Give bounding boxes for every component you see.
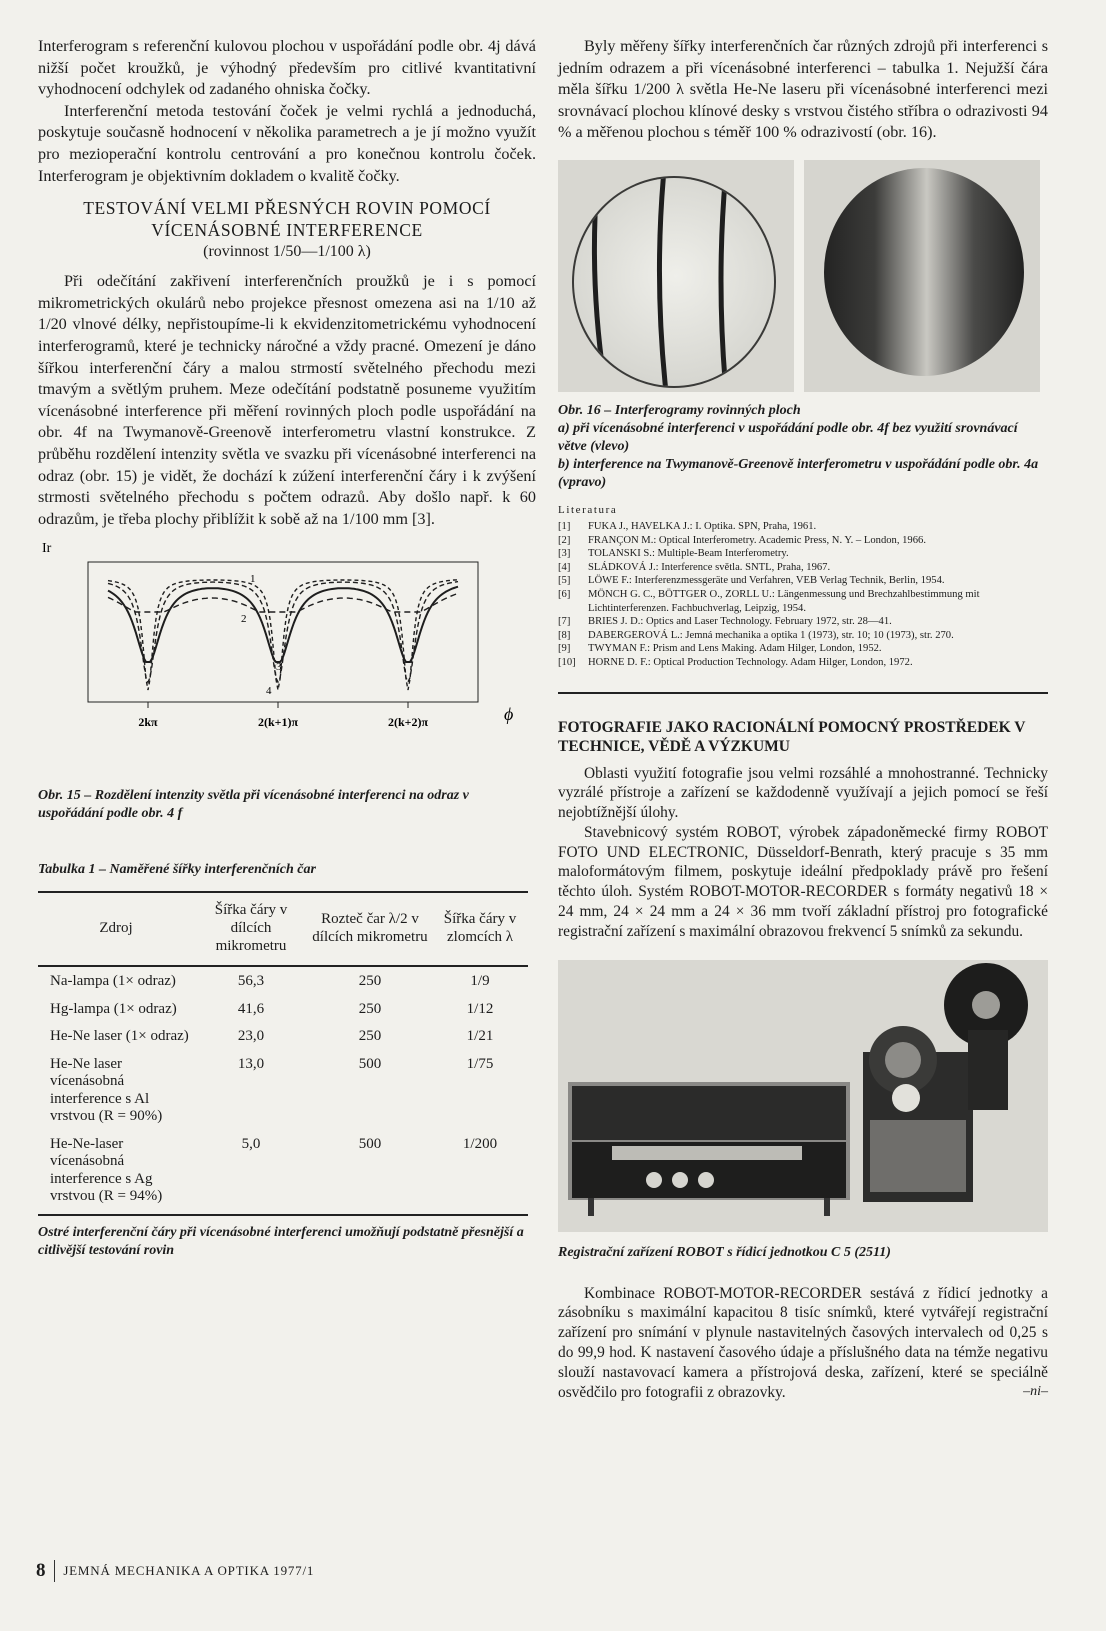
table-cell-spacing: 500 bbox=[358, 1055, 382, 1072]
reference-item bbox=[558, 534, 1048, 548]
chart-tick-label: 2(k+2)π bbox=[387, 715, 429, 730]
table-cell-width: 13,0 bbox=[237, 1055, 265, 1072]
table-header: Zdroj bbox=[99, 920, 133, 937]
robot-recorder-image bbox=[558, 960, 1048, 1232]
table-caption: Tabulka 1 – Naměřené šířky interferenčních čar bbox=[38, 862, 316, 878]
table-row bbox=[38, 1022, 528, 1050]
section-heading-line: VÍCENÁSOBNÉ INTERFERENCE bbox=[151, 220, 423, 241]
intensity-chart-svg bbox=[38, 542, 536, 777]
chart-tick-label: 2kπ bbox=[138, 715, 158, 730]
chart-curve-label: 4 bbox=[266, 685, 272, 698]
table-cell-fraction: 1/9 bbox=[470, 973, 490, 990]
table-note: Ostré interferenční čáry při vícenásobné interferenci umožňují podstatně přesnější a citlivější testování rovin bbox=[38, 1224, 524, 1258]
intensity-chart bbox=[38, 542, 536, 777]
interferogram-photo-a bbox=[558, 160, 794, 392]
page-footer bbox=[36, 1560, 314, 1582]
paragraph: Oblasti využití fotografie jsou velmi rozsáhlé a mnohostranné. Technicky vyzrálé přístroje a zařízení se každodenně využívají a jejich pomocí se řeší nejobtížnější úlohy. bbox=[558, 764, 1048, 822]
references-heading: Literatura bbox=[558, 503, 618, 516]
reference-number: [1] bbox=[558, 520, 571, 532]
figure-caption bbox=[558, 402, 1048, 492]
reference-text: FUKA J., HAVELKA J.: I. Optika. SPN, Praha, 1961. bbox=[588, 520, 817, 532]
table-row bbox=[38, 1130, 528, 1215]
chart-series-line bbox=[108, 594, 458, 613]
reference-number: [9] bbox=[558, 643, 571, 655]
table-row bbox=[38, 995, 528, 1023]
table-cell-width: 23,0 bbox=[237, 1028, 265, 1045]
figure-caption: Obr. 15 – Rozdělení intenzity světla při vícenásobné interferenci na odraz v uspořádání podle obr. 4 f bbox=[38, 788, 469, 822]
paragraph: Interferogram s referenční kulovou plochou v uspořádání podle obr. 4j dává nižší počet kroužků, je výhodný především pro citlivé kvantitativní vyhodnocení odchylek od zadaného ohniska čočky. bbox=[38, 37, 536, 99]
table-cell-spacing: 500 bbox=[358, 1135, 382, 1152]
table-header: Rozteč čar λ/2 v dílcích mikrometru bbox=[312, 911, 428, 946]
reference-item bbox=[558, 629, 1048, 643]
table-cell-spacing: 250 bbox=[358, 1000, 382, 1017]
measurement-table bbox=[38, 891, 528, 1216]
reference-item bbox=[558, 588, 1048, 615]
reference-number: [10] bbox=[558, 656, 576, 668]
paragraph: Při odečítání zakřivení interferenčních proužků je i s pomocí mikrometrických okulárů nebo projekce přesnost omezena asi na 1/10 až 1/20 vlnové délky, nepřistoupíme-li k ekvidenzitometrickému vyhodnocení interferogramů, které je technicky náročné a vždy pracné. Omezení je dáno šířkou interferenční čáry a malou strmostí světelného přechodu mezi tmavým a světlým pruhem. Meze odečítání podstatně posuneme využitím vícenásobné interference při měření rovinných ploch podle uspořádání na obr. 4f na Twymanově-Greenově interferometru vlastní konstrukce. Z průběhu rozdělení intenzity světla ve svazku při vícenásobné interferenci na odraz (obr. 15) je vidět, že dochází k zúžení interferenční čáry i k zvýšení strmosti světelného přechodu s počtem odrazů. Aby došlo např. k 60 odrazům, je třeba plochy přiblížit k sobě až na 1/100 mm [3]. bbox=[38, 272, 536, 528]
chart-curve-label: 2 bbox=[241, 613, 247, 626]
table-cell-fraction: 1/21 bbox=[466, 1028, 494, 1045]
footer-divider bbox=[54, 1560, 55, 1582]
chart-x-label: ϕ bbox=[504, 704, 514, 725]
reference-number: [2] bbox=[558, 534, 571, 546]
table-cell-spacing: 250 bbox=[358, 973, 382, 990]
reference-number: [5] bbox=[558, 575, 571, 587]
table-cell-width: 5,0 bbox=[241, 1135, 261, 1152]
reference-item bbox=[558, 547, 1048, 561]
figure-caption-line: a) při vícenásobné interferenci v uspořádání podle obr. 4f bez využití srovnávací větve (vlevo) bbox=[558, 420, 1018, 454]
author-signature: –ni– bbox=[1023, 1384, 1048, 1400]
right-column bbox=[558, 36, 1048, 1400]
reference-text: BRIES J. D.: Optics and Laser Technology. February 1972, str. 28—41. bbox=[588, 616, 892, 628]
interferogram-photo-b bbox=[804, 160, 1040, 392]
journal-title: JEMNÁ MECHANIKA A OPTIKA 1977/1 bbox=[63, 1563, 315, 1578]
reference-text: LÖWE F.: Interferenzmessgeräte und Verfahren, VEB Verlag Technik, Berlin, 1954. bbox=[588, 575, 945, 587]
reference-number: [7] bbox=[558, 616, 571, 628]
table-cell-source: He-Ne laser vícenásobná interference s Al vrstvou (R = 90%) bbox=[50, 1055, 163, 1125]
section-heading-line: TESTOVÁNÍ VELMI PŘESNÝCH ROVIN POMOCÍ bbox=[83, 198, 491, 219]
reference-number: [4] bbox=[558, 561, 571, 573]
section-divider bbox=[558, 692, 1048, 694]
reference-text: TOLANSKI S.: Multiple-Beam Interferometry. bbox=[588, 548, 789, 560]
robot-recorder-photo bbox=[558, 960, 1048, 1232]
page-number: 8 bbox=[36, 1560, 47, 1581]
table-cell-width: 56,3 bbox=[237, 973, 265, 990]
interferogram-b-image bbox=[804, 160, 1040, 392]
paragraph: Stavebnicový systém ROBOT, výrobek západoněmecké firmy ROBOT FOTO UND ELECTRONIC, Düsseldorf-Benrath, který pracuje s 35 mm maloformátovým filmem, poskytuje ideální předpoklady právě pro řešení těchto úloh. Systém ROBOT-MOTOR-RECORDER s formáty negativů 18 × 24 mm, 24 × 24 mm a 24 × 36 mm tvoří základní přístroj pro fotografické registrační zařízení s maximální obrazovou frekvencí 5 snímků za sekundu. bbox=[558, 823, 1048, 940]
reference-item bbox=[558, 615, 1048, 629]
table-row bbox=[38, 966, 528, 995]
reference-item bbox=[558, 574, 1048, 588]
table-cell-source: Hg-lampa (1× odraz) bbox=[50, 1000, 177, 1017]
figure-caption-line: Obr. 16 – Interferogramy rovinných ploch bbox=[558, 402, 801, 418]
table-header: Šířka čáry v dílcích mikrometru bbox=[214, 902, 288, 955]
chart-curve-label: 3 bbox=[276, 661, 282, 674]
figure-caption-line: b) interference na Twymanově-Greenově interferometru v uspořádání podle obr. 4a (vpravo) bbox=[558, 456, 1039, 490]
table-cell-fraction: 1/12 bbox=[466, 1000, 494, 1017]
left-column bbox=[38, 36, 536, 1260]
paragraph: Interferenční metoda testování čoček je velmi rychlá a jednoduchá, poskytuje současně hodnocení v několika parametrech a je jí možno využít pro mezioperační kontrolu centrování a pro konečnou kontrolu čoček. Interferogram je objektivním dokladem o kvalitě čočky. bbox=[38, 101, 536, 185]
reference-text: HORNE D. F.: Optical Production Technology. Adam Hilger, London, 1972. bbox=[588, 656, 913, 668]
reference-number: [8] bbox=[558, 629, 571, 641]
paragraph: Byly měřeny šířky interferenčních čar různých zdrojů při interferenci s jedním odrazem a při vícenásobné interferenci – tabulka 1. Nejužší čára měla šířku 1/200 λ světla He-Ne laseru při vícenásobné interferenci mezi srovnávací plochou klínové desky s vrstvou čistého stříbra o odrazivosti 94 % a měřenou plochou s téměř 100 % odrazivostí (obr. 16). bbox=[558, 37, 1048, 142]
paragraph: Kombinace ROBOT-MOTOR-RECORDER sestává z řídicí jednotky a zásobníku s maximální kapacitou 8 tisíc snímků, které vytvářejí registrační zařízení pro snímání v plynule nastavitelných časových intervalech od 0,25 s do 99,9 hod. K nastavení časového údaje a příslušného data na témže negativu slouží nastavovací kamera a přístrojová deska, zařízení, které se speciálně osvědčilo pro fotografii z obrazovky. bbox=[558, 1284, 1048, 1401]
references-list bbox=[558, 520, 1048, 670]
table-row bbox=[38, 1050, 528, 1130]
table-cell-width: 41,6 bbox=[237, 1000, 265, 1017]
reference-number: [3] bbox=[558, 548, 571, 560]
chart-curve-label: 1 bbox=[250, 573, 256, 586]
reference-item bbox=[558, 520, 1048, 534]
reference-text: FRANÇON M.: Optical Interferometry. Academic Press, N. Y. – London, 1966. bbox=[588, 534, 926, 546]
reference-item bbox=[558, 642, 1048, 656]
reference-text: TWYMAN F.: Prism and Lens Making. Adam Hilger, London, 1952. bbox=[588, 643, 882, 655]
table-cell-source: He-Ne-laser vícenásobná interference s Ag vrstvou (R = 94%) bbox=[50, 1135, 163, 1205]
chart-tick-label: 2(k+1)π bbox=[257, 715, 299, 730]
table-cell-fraction: 1/200 bbox=[462, 1135, 498, 1152]
table-header-row bbox=[38, 892, 528, 966]
reference-number: [6] bbox=[558, 588, 571, 600]
photo-caption: Registrační zařízení ROBOT s řídicí jednotkou C 5 (2511) bbox=[558, 1244, 891, 1260]
table-header: Šířka čáry v zlomcích λ bbox=[443, 911, 517, 946]
table-body bbox=[38, 966, 528, 1215]
table-cell-spacing: 250 bbox=[358, 1028, 382, 1045]
reference-text: DABERGEROVÁ L.: Jemná mechanika a optika 1 (1973), str. 10; 10 (1973), str. 270. bbox=[588, 629, 954, 641]
table-cell-source: He-Ne laser (1× odraz) bbox=[50, 1028, 189, 1045]
section-heading bbox=[38, 197, 536, 241]
reference-item bbox=[558, 656, 1048, 670]
table-cell-fraction: 1/75 bbox=[466, 1055, 494, 1072]
section-subheading: (rovinnost 1/50—1/100 λ) bbox=[203, 243, 371, 261]
interferogram-figure bbox=[558, 160, 1048, 392]
table-cell-source: Na-lampa (1× odraz) bbox=[50, 973, 176, 990]
chart-y-label: Ir bbox=[42, 542, 52, 557]
reference-text: SLÁDKOVÁ J.: Interference světla. SNTL, Praha, 1967. bbox=[588, 561, 831, 573]
article-heading: FOTOGRAFIE JAKO RACIONÁLNÍ POMOCNÝ PROSTŘEDEK V TECHNICE, VĚDĚ A VÝZKUMU bbox=[558, 718, 1026, 755]
reference-text: MÖNCH G. C., BÖTTGER O., ZORLL U.: Längenmessung und Brechzahlbestimmung mit Lichtinterferenzen. Fachbuchverlag, Leipzig, 1954. bbox=[588, 588, 980, 614]
interferogram-a-image bbox=[558, 160, 794, 392]
reference-item bbox=[558, 561, 1048, 575]
